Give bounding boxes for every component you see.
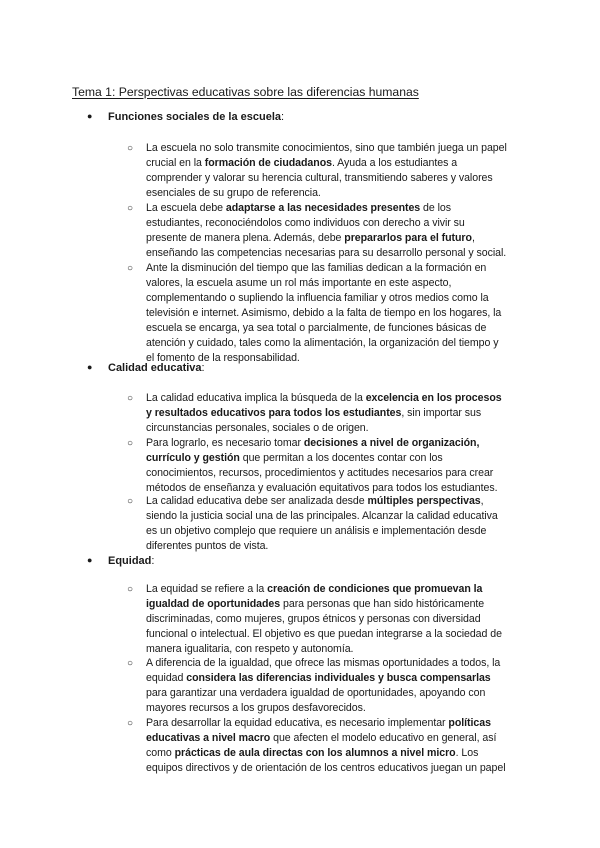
text-run: el fomento de la responsabilidad. [146,352,300,364]
list-item [127,656,527,716]
bold-text: y resultados educativos para todos los estudiantes [146,407,402,419]
text-run: . Los [455,747,479,759]
text-run: atención y cuidado, tales como la alimentación, la organización del tiempo y [146,337,499,349]
sub-bullet-icon: ○ [127,584,133,595]
text-run: funcional o intelectual. El objetivo es que puedan integrarse a la sociedad de [146,628,502,640]
text-run: equidad [146,672,187,684]
text-line [146,231,527,246]
text-line [146,627,527,642]
text-line [146,336,527,351]
list-item [127,494,527,554]
sub-bullet-icon: ○ [127,438,133,449]
text-line [146,761,527,776]
text-line [146,731,527,746]
text-run: métodos de enseñanza y evaluación equitativos para todos los estudiantes. [146,482,498,494]
text-run: equipos directivos y de orientación de los centros educativos juegan un papel [146,762,506,774]
text-run: Para desarrollar la equidad educativa, es necesario implementar [146,717,449,729]
text-run: A diferencia de la igualdad, que ofrece las mismas oportunidades a todos, la [146,657,501,669]
text-line [146,716,527,731]
text-line [146,291,527,306]
list-item-text [127,391,527,436]
text-line [146,701,527,716]
text-run: La escuela debe [146,202,226,214]
text-run: crucial en la [146,157,205,169]
text-line [146,171,527,186]
text-run: enseñando las competencias necesarias para su desarrollo personal y social. [146,247,507,259]
text-line [146,494,527,509]
text-line [146,276,527,291]
text-line [146,612,527,627]
text-run: Para lograrlo, es necesario tomar [146,437,304,449]
text-run: escuela se encarga, ya sea total o parcialmente, de funciones básicas de [146,322,487,334]
text-line [146,656,527,671]
text-run: diferentes puntos de vista. [146,540,269,552]
bold-text: múltiples perspectivas [367,495,481,507]
text-run: como [146,747,175,759]
text-run: siendo la justicia social una de las principales. Alcanzar la calidad educativa [146,510,498,522]
list-item-text [127,582,527,657]
text-line [146,671,527,686]
text-line [146,524,527,539]
text-run: presente de manera plena. Además, debe [146,232,345,244]
text-run: de los [420,202,452,214]
list-item [127,582,527,657]
bold-text: políticas [448,717,491,729]
bold-text: prepararlos para el futuro [344,232,472,244]
list-item-text [127,261,527,366]
list-item-text [127,201,527,261]
text-run: La escuela no solo transmite conocimientos, sino que también juega un papel [146,142,507,154]
text-run: . Ayuda a los estudiantes a [331,157,458,169]
text-run: manera igualitaria, con respeto y autonomía. [146,643,354,655]
list-item [127,201,527,261]
list-item [127,391,527,436]
text-run: circunstancias personales, sociales o de origen. [146,422,369,434]
text-line [146,406,527,421]
text-run: conocimientos, recursos, procedimientos y actitudes necesarios para crear [146,467,494,479]
text-run: estudiantes, reconociéndolos como individuos con derecho a vivir su [146,217,465,229]
text-run: televisión e internet. Asimismo, debido a la falta de tiempo en los hogares, la [146,307,502,319]
text-run: comprender y valorar su herencia cultural, transmitiendo saberes y valores [146,172,493,184]
text-run: , [471,232,475,244]
text-line [146,642,527,657]
text-run: , [480,495,484,507]
bold-text: considera las diferencias individuales y busca compensarlas [186,672,491,684]
list-item [127,436,527,496]
text-line [146,436,527,451]
list-item-text [127,716,527,776]
text-line [146,597,527,612]
text-line [146,201,527,216]
text-run: Ante la disminución del tiempo que las familias dedican a la formación en [146,262,487,274]
text-run: para garantizar una verdadera igualdad de oportunidades, apoyando con [146,687,486,699]
text-run: La equidad se refiere a la [146,583,268,595]
text-run: es un objetivo complejo que requiere un análisis e implementación desde [146,525,487,537]
text-line [146,216,527,231]
sub-bullet-icon: ○ [127,393,133,404]
text-line [146,466,527,481]
page-title: Tema 1: Perspectivas educativas sobre las diferencias humanas [72,85,419,99]
text-run: La calidad educativa implica la búsqueda de la [146,392,366,404]
text-run: , sin importar sus [401,407,482,419]
text-line [146,391,527,406]
text-line [146,509,527,524]
bold-text: decisiones a nivel de organización, [303,437,480,449]
bold-text: currículo y gestión [146,452,240,464]
bold-text: igualdad de oportunidades [146,598,281,610]
text-run: para personas que han sido históricamente [280,598,485,610]
bullet-icon: ● [87,111,93,121]
text-line [146,246,527,261]
bold-text: formación de ciudadanos [204,157,332,169]
list-item [127,261,527,366]
text-run: La calidad educativa debe ser analizada desde [146,495,368,507]
bold-text: excelencia en los procesos [365,392,502,404]
sub-bullet-icon: ○ [127,143,133,154]
section-heading: ● Funciones sociales de la escuela: [87,111,285,123]
bullet-icon: ● [87,362,93,372]
text-line [146,686,527,701]
text-line [146,451,527,466]
text-line [146,261,527,276]
text-line [146,141,527,156]
bold-text: adaptarse a las necesidades presentes [225,202,421,214]
text-line [146,539,527,554]
list-item [127,141,527,201]
bold-text: educativas a nivel macro [146,732,271,744]
section-heading: ● Calidad educativa: [87,362,205,374]
text-run: discriminadas, como mujeres, grupos étnicos y personas con diversidad [146,613,481,625]
text-line [146,156,527,171]
sub-bullet-icon: ○ [127,496,133,507]
text-line [146,186,527,201]
sub-bullet-icon: ○ [127,203,133,214]
bullet-icon: ● [87,555,93,565]
text-line [146,421,527,436]
sub-bullet-icon: ○ [127,263,133,274]
list-item-text [127,141,527,201]
sub-bullet-icon: ○ [127,718,133,729]
text-line [146,321,527,336]
sub-bullet-icon: ○ [127,658,133,669]
text-line [146,582,527,597]
list-item-text [127,656,527,716]
list-item-text [127,494,527,554]
text-line [146,306,527,321]
bold-text: creación de condiciones que promuevan la [267,583,483,595]
text-run: que afecten el modelo educativo en general, así [270,732,497,744]
text-run: mayores recursos a los grupos desfavorecidos. [146,702,366,714]
section-heading: ● Equidad: [87,555,155,567]
text-run: complementando o supliendo la influencia familiar y otros medios como la [146,292,489,304]
bold-text: prácticas de aula directas con los alumnos a nivel micro [174,747,456,759]
text-run: esenciales de su grupo de referencia. [146,187,321,199]
list-item-text [127,436,527,496]
list-item [127,716,527,776]
text-run: valores, la escuela asume un rol más importante en este aspecto, [146,277,452,289]
text-run: que permitan a los docentes contar con los [239,452,443,464]
text-line [146,746,527,761]
